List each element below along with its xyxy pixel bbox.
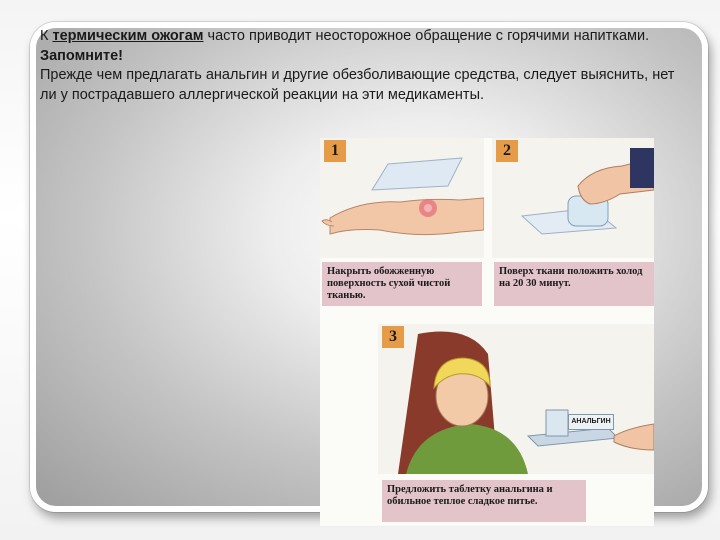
panel-1-drawing [320,138,484,258]
panel-2 [492,138,654,258]
paragraph-suffix: часто приводит неосторожное обращение с горячими напитками. [203,28,650,44]
remember-heading: Запомните! [40,47,123,64]
term-thermal-burns: термическим ожогам [52,28,204,44]
panel-1-caption: Накрыть обожженную поверхность сухой чистой тканью. [322,262,482,306]
slide-text [40,27,690,105]
paragraph-burns [40,27,690,47]
panel-2-drawing [492,138,654,258]
analgin-box-label: АНАЛЬГИН [568,414,614,430]
paragraph-prefix: К [40,28,53,44]
panel-3-caption: Предложить таблетку анальгина и обильное теплое сладкое питье. [382,480,586,522]
panel-3-number: 3 [389,328,397,345]
first-aid-illustration [320,138,654,526]
panel-2-caption: Поверх ткани положить холод на 20 30 минут. [494,262,654,306]
panel-3 [378,324,654,474]
panel-2-number: 2 [503,142,511,159]
panel-1 [320,138,484,258]
paragraph-allergy: Прежде чем предлагать анальгин и другие обезболивающие средства, следует выяснить, нет ли у пострадавшего аллергической реакции на эти медикаменты. [40,67,675,103]
panel-1-number: 1 [331,142,339,159]
panel-3-drawing [378,324,654,474]
